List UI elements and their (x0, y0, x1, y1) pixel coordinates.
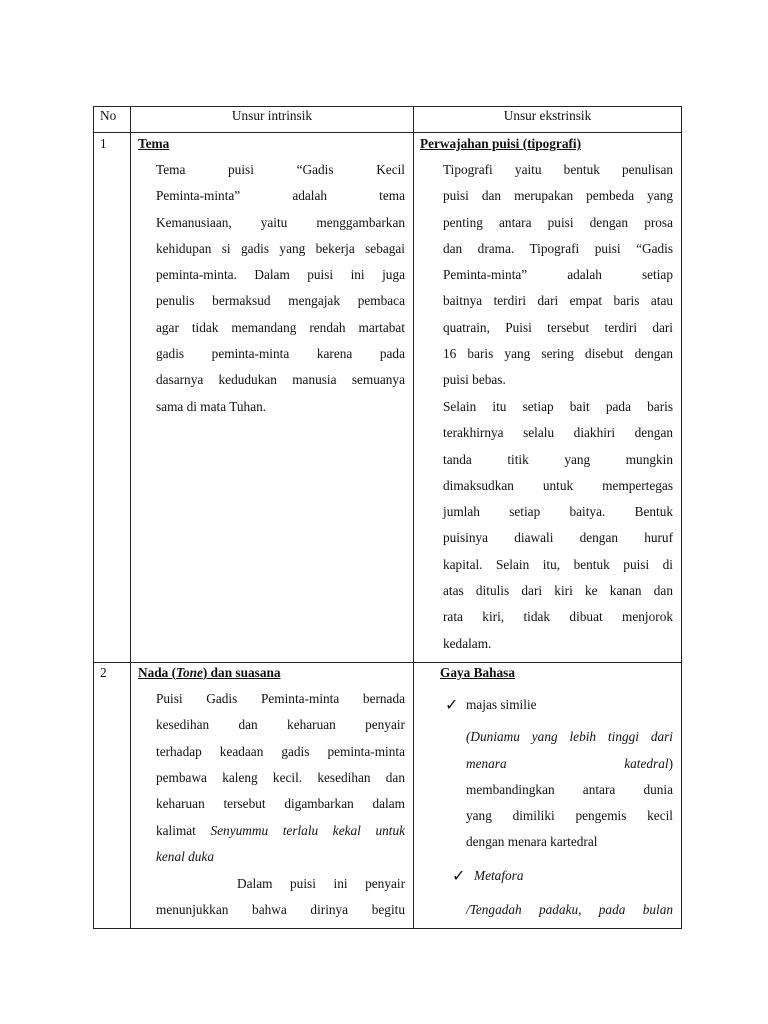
checkmark-icon: ✓ (445, 695, 459, 714)
table-col-divider-1 (130, 106, 131, 929)
simile-label: majas similie (466, 697, 537, 712)
row2-left-title (138, 665, 281, 681)
row1-left-title: Tema (138, 136, 170, 151)
simile-quote-menara: menara (466, 756, 507, 771)
row2-no: 2 (100, 665, 107, 680)
row1-right-line: dimaksudkan untuk mempertegas (443, 478, 673, 493)
row2-right-title: Gaya Bahasa (440, 665, 515, 680)
row1-right-line: puisi dan merupakan pembeda yang (443, 188, 673, 203)
table-header-divider (93, 132, 682, 133)
row1-right-line: Tipografi yaitu bentuk penulisan (443, 162, 673, 177)
table-border-bottom (93, 928, 682, 929)
row1-left-line: agar tidak memandang rendah martabat (156, 320, 405, 335)
checkmark-icon: ✓ (452, 866, 466, 885)
row1-right-line: quatrain, Puisi tersebut terdiri dari (443, 320, 673, 335)
row1-left-line: gadis peminta-minta karena pada (156, 346, 405, 361)
row2-left-line: kenal duka (156, 849, 214, 864)
table-row-divider (93, 662, 682, 663)
header-no: No (100, 108, 117, 123)
row2-left-line: terhadap keadaan gadis peminta-minta (156, 744, 405, 759)
row2-left-title-tone: Tone (176, 665, 203, 680)
row1-right-line: kedalam. (443, 636, 492, 651)
metafora-line: /Tengadah padaku, pada bulan (466, 902, 673, 917)
row2-left-line: keharuan tersebut digambarkan dalam (156, 796, 405, 811)
row1-right-line: atas ditulis dari kiri ke kanan dan (443, 583, 673, 598)
table-border-right (681, 106, 682, 929)
simile-quote-text: (Duniamu yang lebih tinggi dari (466, 729, 673, 744)
row1-right-line: kapital. Selain itu, bentuk puisi di (443, 557, 673, 572)
row2-left-line (156, 823, 405, 839)
simile-quote-line (466, 729, 673, 745)
row1-right-line: tanda titik yang mungkin (443, 452, 673, 467)
row1-no: 1 (100, 136, 107, 151)
simile-line: dengan menara kartedral (466, 834, 598, 849)
row2-left-line: pembawa kaleng kecil. kesedihan dan (156, 770, 405, 785)
simile-quote-close: ) (668, 756, 673, 771)
row2-left-kalimat: kalimat (156, 823, 211, 838)
row1-left-line: peminta-minta. Dalam puisi ini juga (156, 267, 405, 282)
row1-left-line: Peminta-minta” adalah tema (156, 188, 405, 203)
row2-left-line: Puisi Gadis Peminta-minta bernada (156, 691, 405, 706)
row1-left-line: Kemanusiaan, yaitu menggambarkan (156, 215, 405, 230)
row2-left-line: Dalam puisi ini penyair (237, 876, 405, 891)
row2-left-line: menunjukkan bahwa dirinya begitu (156, 902, 405, 917)
row1-right-title: Perwajahan puisi (tipografi) (420, 136, 582, 151)
row1-right-line: Peminta-minta” adalah setiap (443, 267, 673, 282)
header-extrinsic: Unsur ekstrinsik (503, 108, 592, 123)
row1-left-line: dasarnya kedudukan manusia semuanya (156, 372, 405, 387)
row1-right-line: jumlah setiap baitya. Bentuk (443, 504, 673, 519)
metafora-label: Metafora (474, 868, 524, 883)
simile-line: membandingkan antara dunia (466, 782, 673, 797)
row1-right-line: penting antara puisi dengan prosa (443, 215, 673, 230)
row1-left-line: sama di mata Tuhan. (156, 399, 267, 414)
row1-right-line: baitnya terdiri dari empat baris atau (443, 293, 673, 308)
row1-right-line: puisi bebas. (443, 372, 506, 387)
row2-left-quote: Senyummu terlalu kekal untuk (210, 823, 405, 838)
simile-quote-katedral: katedral (624, 756, 669, 771)
row1-left-line: penulis bermaksud mengajak pembaca (156, 293, 405, 308)
header-intrinsic: Unsur intrinsik (231, 108, 313, 123)
simile-quote-line (466, 756, 673, 772)
row1-left-line: kehidupan si gadis yang bekerja sebagai (156, 241, 405, 256)
row1-right-line: dan drama. Tipografi puisi “Gadis (443, 241, 673, 256)
simile-line: yang dimiliki pengemis kecil (466, 808, 673, 823)
table-border-top (93, 106, 682, 107)
table-col-divider-2 (413, 106, 414, 929)
table-border-left (93, 106, 94, 929)
row2-left-title-a: Nada ( (138, 665, 177, 680)
row1-right-line: rata kiri, tidak dibuat menjorok (443, 609, 673, 624)
row1-right-line: Selain itu setiap bait pada baris (443, 399, 673, 414)
row2-left-line: kesedihan dan keharuan penyair (156, 717, 405, 732)
row1-right-line: terakhirnya selalu diakhiri dengan (443, 425, 673, 440)
row2-left-title-c: ) dan suasana (202, 665, 281, 680)
row1-left-line: Tema puisi “Gadis Kecil (156, 162, 405, 177)
row1-right-line: 16 baris yang sering disebut dengan (443, 346, 673, 361)
row1-right-line: puisinya diawali dengan huruf (443, 530, 673, 545)
